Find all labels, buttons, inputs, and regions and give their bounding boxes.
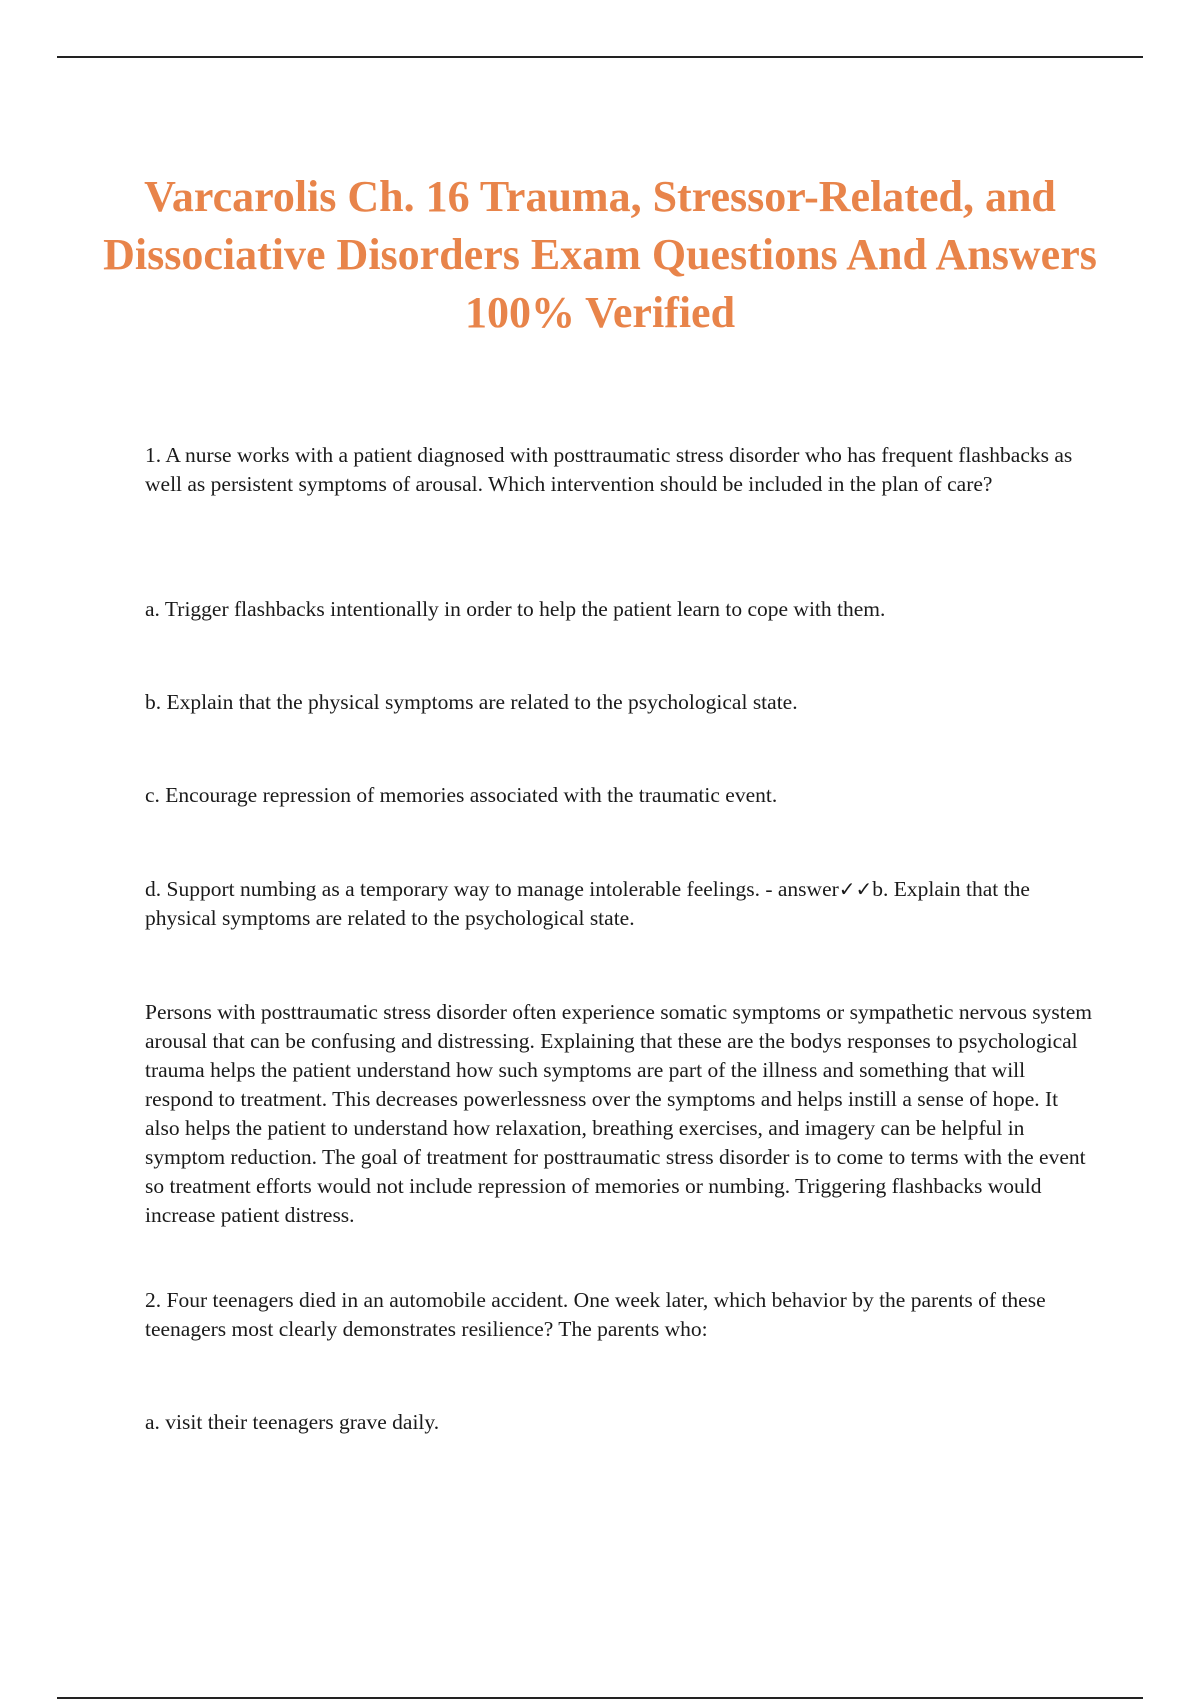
document-title: Varcarolis Ch. 16 Trauma, Stressor-Related, and Dissociative Disorders Exam Questions And Answers 100% Verified: [103, 172, 1097, 337]
question-1-option-b: b. Explain that the physical symptoms are related to the psychological state.: [145, 690, 798, 714]
question-1-stem: 1. A nurse works with a patient diagnosed with posttraumatic stress disorder who has frequent flashbacks as well as persistent symptoms of arousal. Which intervention should be included in the plan of care?: [145, 443, 1073, 496]
question-1-option-d: d. Support numbing as a temporary way to manage intolerable feelings. - answer: [145, 877, 839, 901]
question-1-answer: b. Explain that the physical symptoms are related to the psychological state.: [145, 877, 1030, 930]
answer-check-icon: ✓✓: [838, 877, 873, 901]
top-rule: [57, 56, 1143, 58]
question-1-option-a: a. Trigger flashbacks intentionally in order to help the patient learn to cope with them.: [145, 597, 886, 621]
question-1-rationale: Persons with posttraumatic stress disorder often experience somatic symptoms or sympathetic nervous system arousal that can be confusing and distressing. Explaining that these are the bodys responses to psychological trauma helps the patient understand how such symptoms are part of the illness and something that will respond to treatment. This decreases powerlessness over the symptoms and helps instill a sense of hope. It also helps the patient to understand how relaxation, breathing exercises, and imagery can be helpful in symptom reduction. The goal of treatment for posttraumatic stress disorder is to come to terms with the event so treatment efforts would not include repression of memories or numbing. Triggering flashbacks would increase patient distress.: [145, 1000, 1093, 1227]
question-1-option-d-with-answer: [145, 875, 1095, 933]
question-2-stem: 2. Four teenagers died in an automobile accident. One week later, which behavior by the parents of these teenagers most clearly demonstrates resilience? The parents who:: [145, 1288, 1046, 1341]
question-2-option-a: a. visit their teenagers grave daily.: [145, 1410, 440, 1434]
bottom-rule: [57, 1697, 1143, 1699]
question-1-option-c: c. Encourage repression of memories associated with the traumatic event.: [145, 783, 778, 807]
